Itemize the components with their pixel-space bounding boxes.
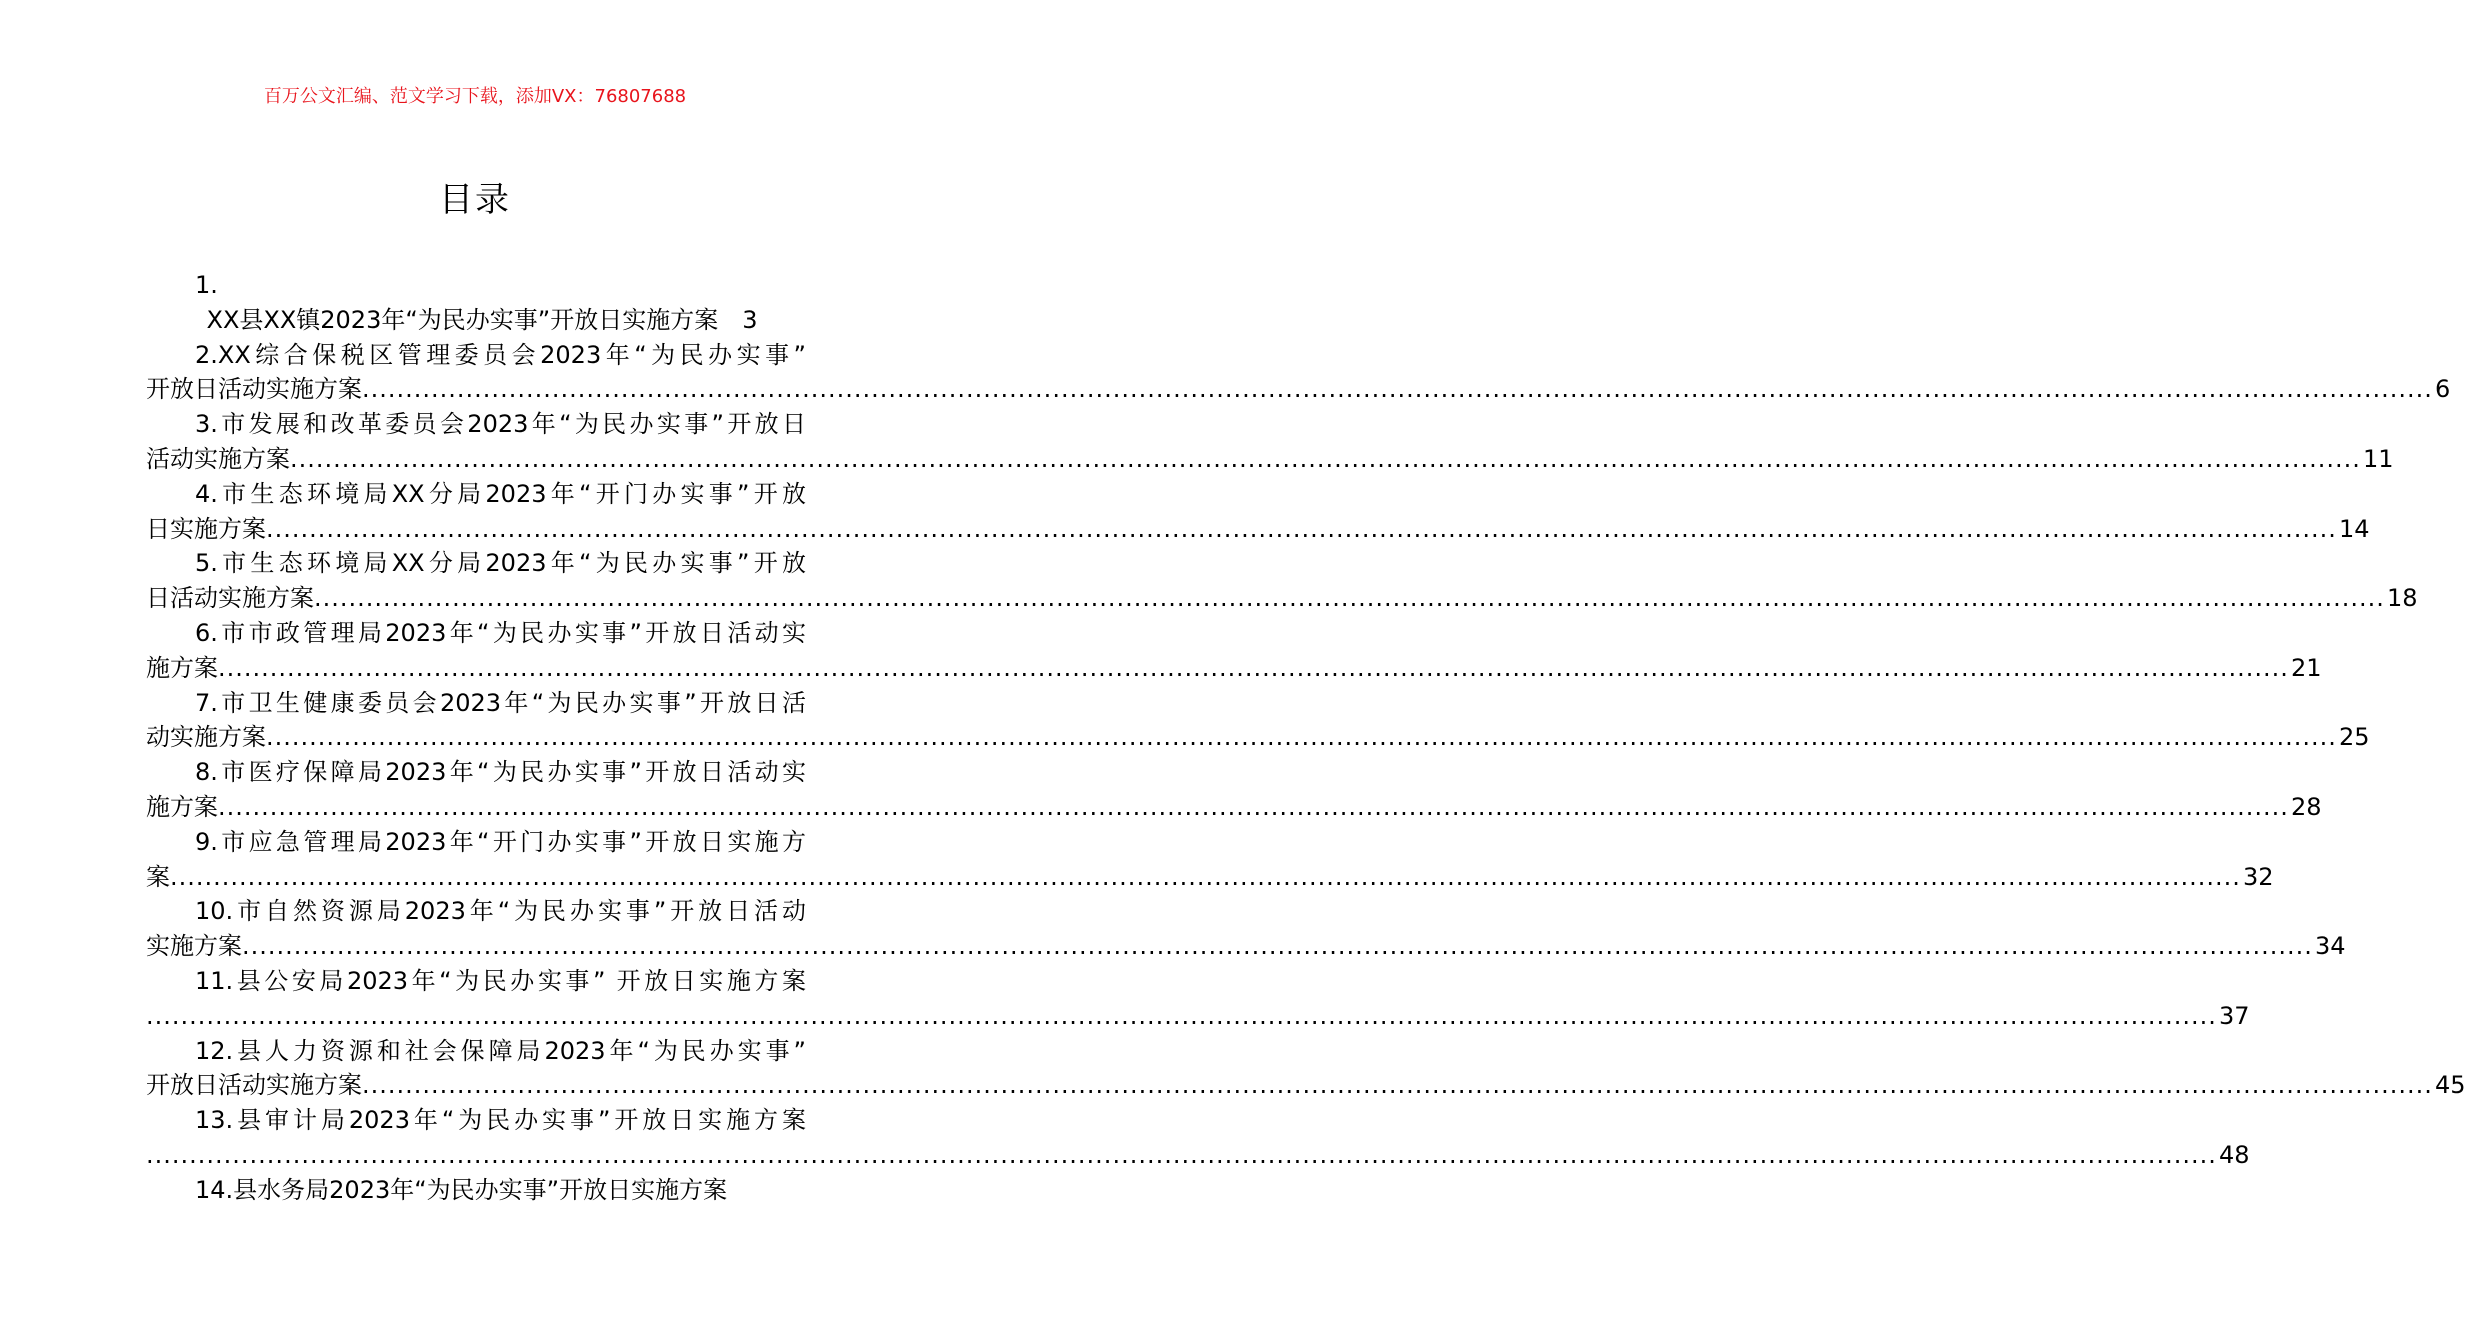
toc-leader-dots: ................................................................................................................................................................................................................................................ xyxy=(218,653,2289,682)
toc-entry-title[interactable]: 3.市发展和改革委员会2023年“为民办实事”开放日 xyxy=(195,410,806,439)
toc-entry-title[interactable]: 7.市卫生健康委员会2023年“为民办实事”开放日活 xyxy=(195,688,806,717)
toc-page-number: 45 xyxy=(2434,1071,2465,1100)
page-header-notice: 百万公文汇编、范文学习下载，添加VX：76807688 xyxy=(263,86,687,107)
toc-entry-title[interactable]: 14.县水务局2023年“为民办实事”开放日实施方案 xyxy=(195,1175,728,1204)
toc-entry-title-rest: 日实施方案 xyxy=(146,514,266,543)
toc-entry-continuation[interactable] xyxy=(146,929,2346,964)
toc-leader-dots: ................................................................................................................................................................................................................................................ xyxy=(242,932,2313,961)
toc-entry-continuation[interactable] xyxy=(146,1138,2250,1173)
toc-gap xyxy=(718,306,742,334)
toc-entry-continuation[interactable] xyxy=(146,1068,2465,1103)
toc-entry-title-rest: 开放日活动实施方案 xyxy=(146,375,362,404)
toc-entry-title-rest: 实施方案 xyxy=(146,932,242,961)
toc-entry-title-rest: 动实施方案 xyxy=(146,723,266,752)
toc-entry-continuation[interactable] xyxy=(146,860,2274,895)
toc-entry-title[interactable]: 1. xyxy=(195,271,218,299)
toc-entry-title[interactable]: 5.市生态环境局XX分局2023年“为民办实事”开放 xyxy=(195,549,806,578)
toc-leader-dots: ................................................................................................................................................................................................................................................ xyxy=(146,1001,2217,1030)
toc-page-number: 6 xyxy=(2434,375,2451,404)
toc-leader-dots: ................................................................................................................................................................................................................................................ xyxy=(146,1140,2217,1169)
toc-entry-continuation[interactable] xyxy=(146,720,2370,755)
toc-entry-title[interactable]: 11.县公安局2023年“为民办实事” 开放日实施方案 xyxy=(195,966,806,995)
toc-entry-title[interactable]: 4.市生态环境局XX分局2023年“开门办实事”开放 xyxy=(195,479,806,508)
toc-entry-title[interactable]: 6.市市政管理局2023年“为民办实事”开放日活动实 xyxy=(195,618,806,647)
toc-leader-dots: ................................................................................................................................................................................................................................................ xyxy=(170,862,2241,891)
toc-entry-continuation[interactable] xyxy=(146,790,2322,825)
toc-entry-continuation[interactable] xyxy=(146,651,2322,686)
toc-entry-continuation[interactable] xyxy=(146,303,806,338)
toc-leader-dots: ................................................................................................................................................................................................................................................ xyxy=(314,584,2385,613)
table-of-contents xyxy=(146,268,2465,1208)
toc-entry-continuation[interactable] xyxy=(146,999,2250,1034)
toc-entry-title[interactable]: 8.市医疗保障局2023年“为民办实事”开放日活动实 xyxy=(195,758,806,787)
toc-entry-title[interactable]: 2.XX综合保税区管理委员会2023年“为民办实事” xyxy=(195,340,806,369)
toc-page-number: 34 xyxy=(2314,932,2346,961)
page-title: 目录 xyxy=(439,180,511,220)
toc-leader-dots: ................................................................................................................................................................................................................................................ xyxy=(290,444,2361,473)
toc-leader-dots: ................................................................................................................................................................................................................................................ xyxy=(362,375,2433,404)
toc-page-number: 37 xyxy=(2218,1001,2250,1030)
toc-page-number: 18 xyxy=(2386,584,2418,613)
toc-page-number: 48 xyxy=(2218,1140,2250,1169)
toc-entry-title-rest: 开放日活动实施方案 xyxy=(146,1071,362,1100)
toc-leader-dots: ................................................................................................................................................................................................................................................ xyxy=(362,1071,2433,1100)
toc-entry-title-rest: 活动实施方案 xyxy=(146,444,290,473)
toc-entry-title[interactable]: 9.市应急管理局2023年“开门办实事”开放日实施方 xyxy=(195,827,806,856)
toc-entry-title-rest: 日活动实施方案 xyxy=(146,584,314,613)
toc-entry-title-rest: 施方案 xyxy=(146,792,218,821)
toc-entry-continuation[interactable] xyxy=(146,581,2418,616)
toc-page-number: 21 xyxy=(2290,653,2322,682)
toc-page-number: 14 xyxy=(2338,514,2370,543)
toc-entry-title-rest: 施方案 xyxy=(146,653,218,682)
toc-entry-title-rest: 案 xyxy=(146,862,170,891)
toc-entry-title[interactable]: 10.市自然资源局2023年“为民办实事”开放日活动 xyxy=(195,897,806,926)
toc-entry-title[interactable]: 12.县人力资源和社会保障局2023年“为民办实事” xyxy=(195,1036,806,1065)
toc-entry-continuation[interactable] xyxy=(146,442,2394,477)
toc-page-number: 28 xyxy=(2290,792,2322,821)
toc-leader-dots: ................................................................................................................................................................................................................................................ xyxy=(266,514,2337,543)
toc-entry-title-rest: XX县XX镇2023年“为民办实事”开放日实施方案 xyxy=(206,305,719,334)
toc-page-number: 11 xyxy=(2362,444,2394,473)
toc-leader-dots: ................................................................................................................................................................................................................................................ xyxy=(218,792,2289,821)
toc-leader-dots: ................................................................................................................................................................................................................................................ xyxy=(266,723,2337,752)
toc-entry-title[interactable]: 13.县审计局2023年“为民办实事”开放日实施方案 xyxy=(195,1106,806,1135)
toc-page-number: 25 xyxy=(2338,723,2370,752)
toc-page-number: 3 xyxy=(742,305,758,334)
toc-entry-continuation[interactable] xyxy=(146,512,2370,547)
toc-entry-continuation[interactable] xyxy=(146,372,2451,407)
toc-page-number: 32 xyxy=(2242,862,2274,891)
